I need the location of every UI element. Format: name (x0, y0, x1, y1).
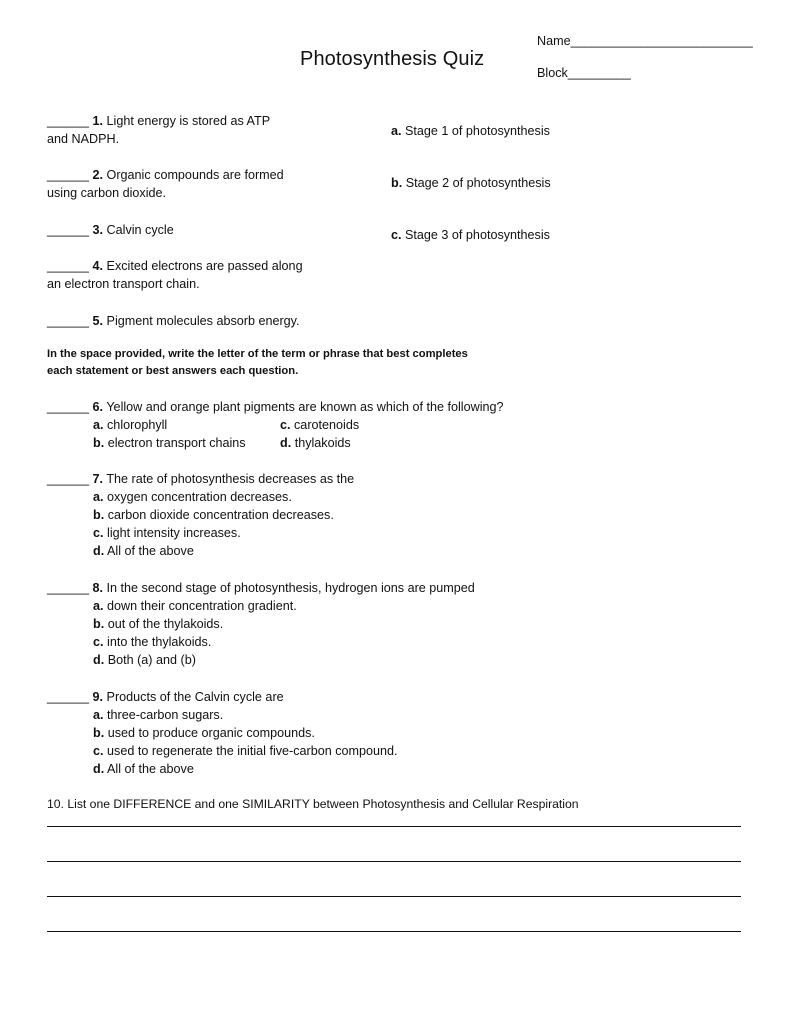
answer-blank[interactable]: ______ (47, 114, 90, 128)
question-9 (47, 688, 284, 706)
option-text: used to produce organic compounds. (104, 726, 315, 740)
option-text: Both (a) and (b) (104, 653, 196, 667)
option-letter: c. (93, 526, 104, 540)
question-3 (47, 221, 174, 239)
option-letter: d. (280, 436, 292, 450)
question-text-cont: an electron transport chain. (47, 277, 200, 291)
question-4 (47, 257, 303, 293)
answer-blank[interactable]: ______ (47, 314, 90, 328)
option-6d (280, 434, 351, 452)
option-6a (93, 416, 167, 434)
answer-line-2[interactable] (47, 861, 741, 862)
option-text: used to regenerate the initial five-carbon compound. (103, 744, 398, 758)
question-stem: Yellow and orange plant pigments are known as which of the following? (103, 400, 504, 414)
question-text-cont: using carbon dioxide. (47, 186, 167, 200)
answer-line-3[interactable] (47, 896, 741, 897)
option-7b (93, 506, 334, 524)
option-letter: d. (93, 653, 105, 667)
answer-blank[interactable]: ______ (47, 223, 90, 237)
question-number: 7. (92, 472, 104, 486)
option-6c (280, 416, 359, 434)
answer-letter: c. (391, 228, 402, 242)
name-field[interactable] (537, 34, 753, 48)
question-text-cont: and NADPH. (47, 132, 120, 146)
option-9c (93, 742, 398, 760)
matching-answer-b (391, 174, 551, 192)
answer-letter: a. (391, 124, 402, 138)
option-text: carbon dioxide concentration decreases. (104, 508, 334, 522)
question-stem: The rate of photosynthesis decreases as the (103, 472, 355, 486)
option-6b (93, 434, 246, 452)
option-letter: b. (93, 436, 105, 450)
question-number: 3. (92, 223, 104, 237)
option-text: down their concentration gradient. (103, 599, 297, 613)
question-6 (47, 398, 504, 416)
option-9a (93, 706, 398, 724)
question-text: Light energy is stored as ATP (103, 114, 271, 128)
question-number: 9. (92, 690, 104, 704)
block-label: Block (537, 66, 568, 80)
option-letter: a. (93, 599, 104, 613)
block-field[interactable] (537, 66, 631, 80)
question-10-prompt: 10. List one DIFFERENCE and one SIMILARITY between Photosynthesis and Cellular Respiration (47, 797, 579, 811)
answer-blank[interactable]: ______ (47, 581, 90, 595)
option-letter: d. (93, 762, 105, 776)
name-label: Name (537, 34, 571, 48)
question-8 (47, 579, 475, 597)
option-9b (93, 724, 398, 742)
answer-text: Stage 2 of photosynthesis (402, 176, 551, 190)
page-title: Photosynthesis Quiz (300, 48, 485, 70)
answer-text: Stage 3 of photosynthesis (401, 228, 550, 242)
question-number: 2. (92, 168, 104, 182)
question-1 (47, 112, 270, 148)
question-number: 1. (92, 114, 104, 128)
option-text: chlorophyll (103, 418, 168, 432)
option-text: light intensity increases. (103, 526, 241, 540)
option-text: into the thylakoids. (103, 635, 212, 649)
option-7c (93, 524, 334, 542)
option-letter: a. (93, 490, 104, 504)
instructions-line-2: each statement or best answers each question. (47, 365, 299, 377)
option-letter: a. (93, 418, 104, 432)
option-7a (93, 488, 334, 506)
question-number: 8. (92, 581, 104, 595)
instructions (47, 346, 468, 380)
option-text: electron transport chains (104, 436, 246, 450)
answer-line-4[interactable] (47, 931, 741, 932)
option-text: All of the above (104, 544, 194, 558)
question-7 (47, 470, 354, 488)
question-text: Calvin cycle (103, 223, 174, 237)
option-text: carotenoids (290, 418, 360, 432)
matching-answer-c (391, 226, 550, 244)
option-letter: b. (93, 617, 105, 631)
answer-blank[interactable]: ______ (47, 400, 90, 414)
option-8c (93, 633, 297, 651)
option-text: out of the thylakoids. (104, 617, 224, 631)
question-text: Excited electrons are passed along (103, 259, 303, 273)
question-text: Organic compounds are formed (103, 168, 284, 182)
question-2 (47, 166, 284, 202)
option-letter: b. (93, 726, 105, 740)
answer-blank[interactable]: ______ (47, 259, 90, 273)
question-text: Pigment molecules absorb energy. (103, 314, 300, 328)
option-letter: b. (93, 508, 105, 522)
option-8d (93, 651, 297, 669)
option-text: All of the above (104, 762, 194, 776)
question-number: 5. (92, 314, 104, 328)
question-number: 4. (92, 259, 104, 273)
question-5 (47, 312, 300, 330)
option-8b (93, 615, 297, 633)
block-blank[interactable]: _________ (567, 66, 631, 80)
option-7d (93, 542, 334, 560)
question-stem: In the second stage of photosynthesis, hydrogen ions are pumped (103, 581, 475, 595)
option-7-list (93, 488, 334, 560)
answer-text: Stage 1 of photosynthesis (401, 124, 550, 138)
answer-letter: b. (391, 176, 403, 190)
option-text: thylakoids (291, 436, 351, 450)
answer-blank[interactable]: ______ (47, 168, 90, 182)
option-letter: c. (93, 744, 104, 758)
answer-line-1[interactable] (47, 826, 741, 827)
option-text: three-carbon sugars. (103, 708, 224, 722)
option-letter: d. (93, 544, 105, 558)
question-number: 6. (92, 400, 104, 414)
matching-answer-a (391, 122, 550, 140)
option-text: oxygen concentration decreases. (103, 490, 292, 504)
option-9d (93, 760, 398, 778)
option-8a (93, 597, 297, 615)
instructions-line-1: In the space provided, write the letter of the term or phrase that best completes (47, 348, 468, 360)
answer-blank[interactable]: ______ (47, 690, 90, 704)
option-letter: a. (93, 708, 104, 722)
option-letter: c. (280, 418, 291, 432)
question-stem: Products of the Calvin cycle are (103, 690, 284, 704)
answer-blank[interactable]: ______ (47, 472, 90, 486)
option-letter: c. (93, 635, 104, 649)
option-9-list (93, 706, 398, 778)
name-blank[interactable]: __________________________ (570, 34, 753, 48)
option-8-list (93, 597, 297, 669)
